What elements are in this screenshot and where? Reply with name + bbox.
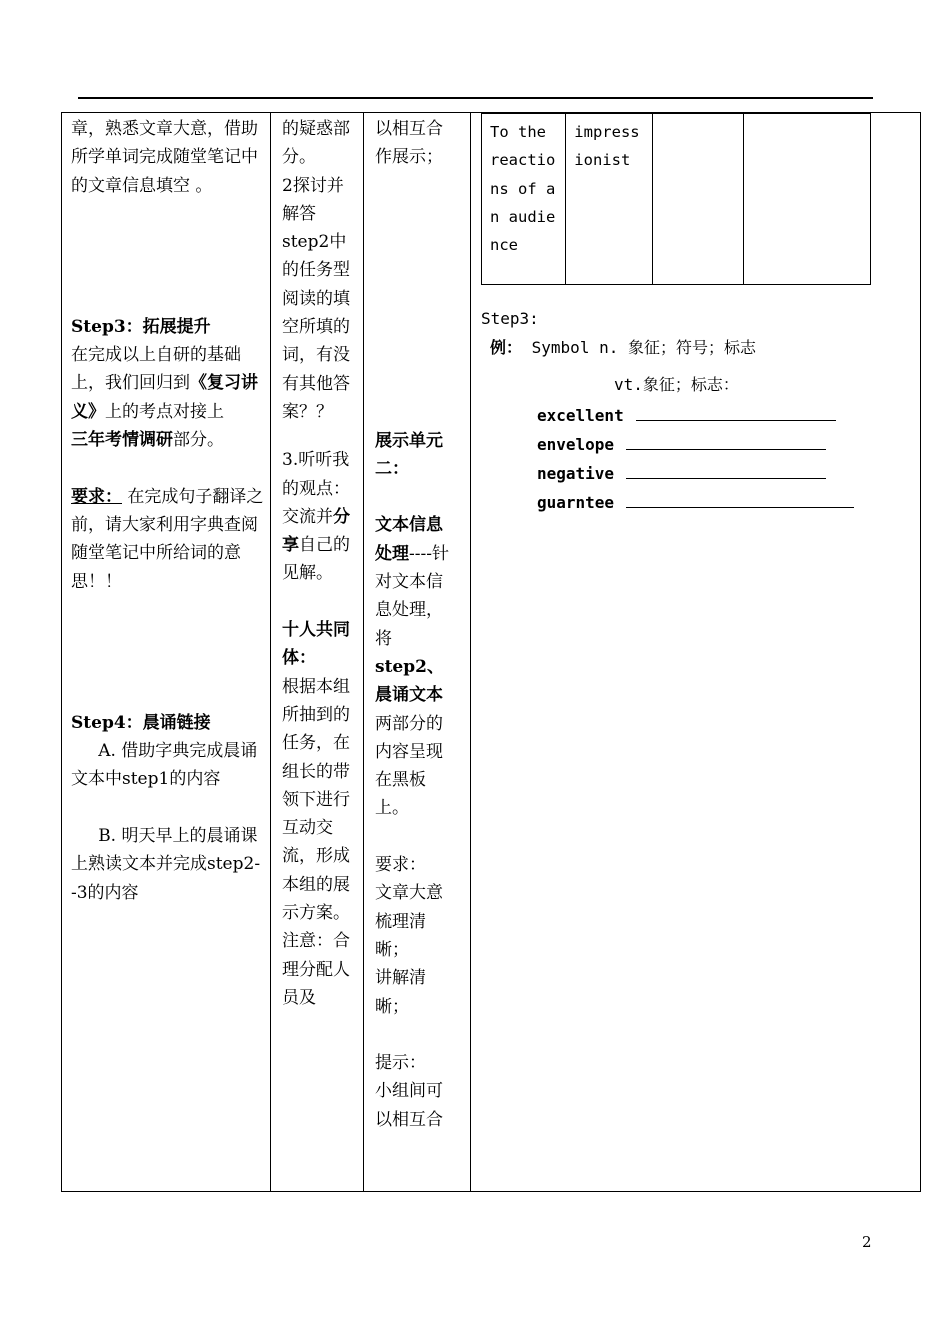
col3-req-1: 文章大意梳理清晰；: [375, 883, 443, 960]
vocab-cell-phrase: To the reactions of an audience: [482, 114, 566, 285]
step4-item-b: B. 明天早上的晨诵课上熟读文本并完成step2--3的内容: [71, 826, 261, 903]
col3-p3: 文本信息处理----针对文本信息处理，将step2、晨诵文本两部分的内容呈现在黑板上。: [375, 515, 449, 819]
vocab-cell-word: impressionist: [566, 114, 652, 285]
symbol-verb-row: vt.象征；标志：: [614, 375, 739, 394]
step3-label: Step3:: [481, 309, 539, 328]
display-unit-2-heading: 展示单元二：: [375, 430, 443, 479]
col3-p1: 以相互合作展示；: [375, 119, 443, 168]
column-learning-process: [71, 115, 265, 907]
column-display: [375, 115, 457, 1134]
step4-item-a: A. 借助字典完成晨诵文本中step1的内容: [71, 741, 258, 790]
requirement-text: 要求： 在完成句子翻译之前，请大家利用字典查阅随堂笔记中所给词的意思！！: [71, 486, 264, 592]
symbol-definition-row: 例： Symbol n. 象征；符号；标志: [490, 338, 756, 357]
page-number: 2: [862, 1233, 872, 1251]
step3-text-2: 三年考情调研部分。: [71, 430, 224, 451]
col3-hint-label: 提示：: [375, 1053, 426, 1074]
col3-hint-1: 小组间可以相互合: [375, 1081, 443, 1130]
col2-p3: 3.听听我的观点：交流并分享自己的见解。: [282, 450, 350, 584]
vocab-cell-empty: [652, 114, 743, 285]
column-divider: [470, 112, 471, 1192]
header-rule: [78, 97, 873, 99]
col2-p4: 根据本组所抽到的任务，在组长的带领下进行互动交流，形成本组的展示方案。: [282, 676, 350, 924]
col2-group-heading: 十人共同体：: [282, 620, 350, 669]
step3-text: 在完成以上自研的基础上，我们回归到《复习讲义》上的考点对接上: [71, 345, 258, 422]
column-student-activity: [282, 115, 358, 1012]
col2-p5: 注意：合理分配人员及: [282, 931, 350, 1008]
col2-p2: 2探讨并解答step2中的任务型阅读的填空所填的词，有没有其他答案？？: [282, 175, 350, 422]
col3-req-label: 要求：: [375, 855, 426, 876]
column-divider: [270, 112, 271, 1192]
column-divider: [363, 112, 364, 1192]
col1-intro: 章，熟悉文章大意，借助所学单词完成随堂笔记中的文章信息填空 。: [71, 119, 258, 196]
word-blank-row: excellent: [537, 404, 836, 425]
word-blank-row: envelope: [537, 433, 826, 454]
word-blank-row: negative: [537, 462, 826, 483]
col2-p1: 的疑惑部分。: [282, 119, 350, 168]
vocab-cell-empty: [744, 114, 871, 285]
col3-req-2: 讲解清晰；: [375, 968, 426, 1017]
step4-heading: Step4：晨诵链接: [71, 712, 211, 733]
step3-heading: Step3：拓展提升: [71, 316, 211, 337]
vocab-table: [481, 113, 871, 285]
word-blank-row: guarntee: [537, 491, 854, 512]
